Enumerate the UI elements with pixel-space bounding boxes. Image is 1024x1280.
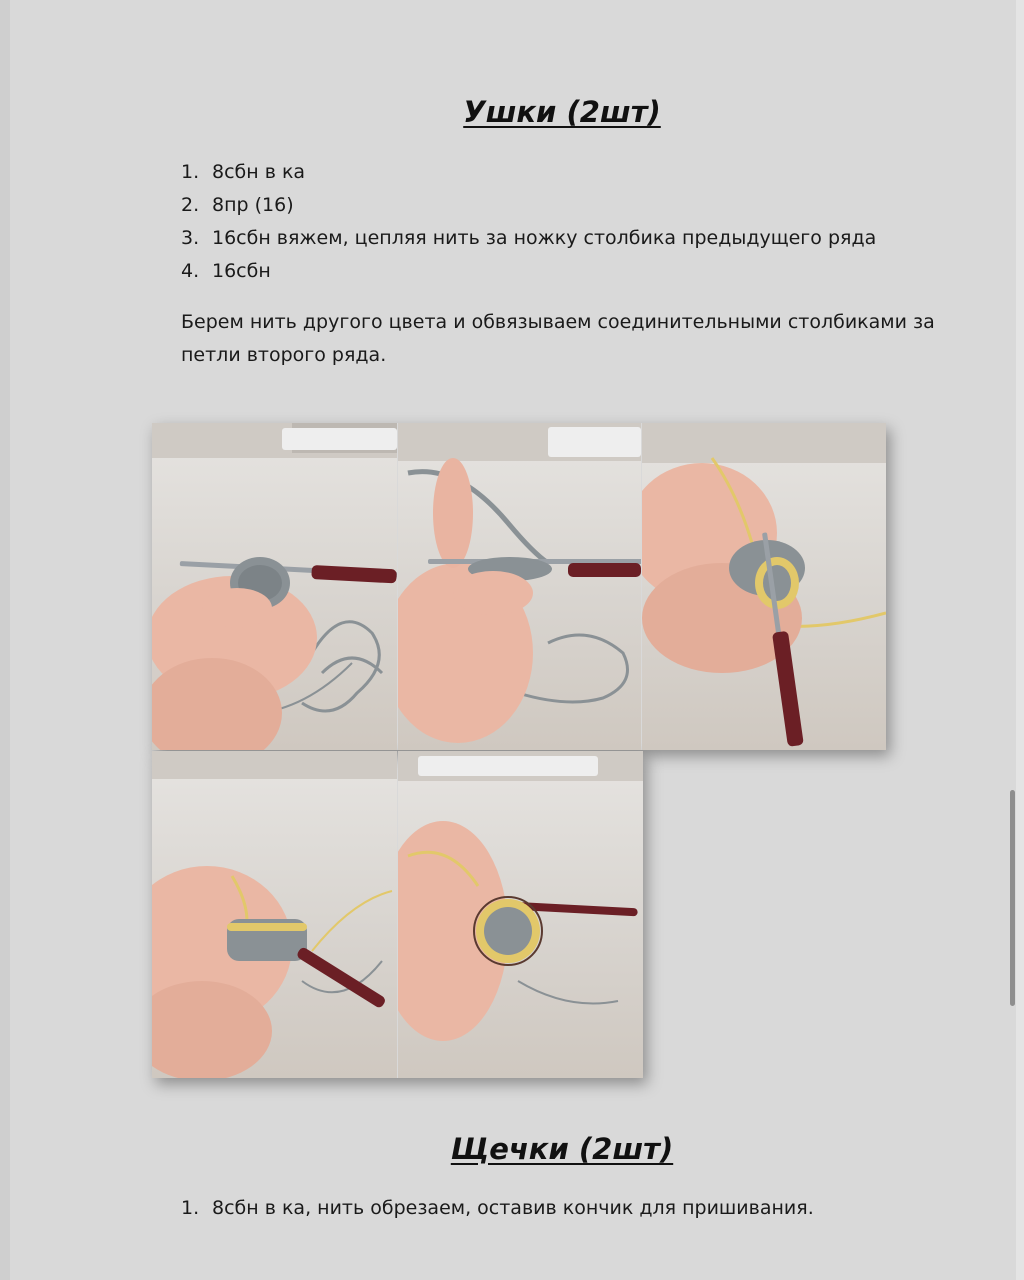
step-photo-1	[152, 423, 397, 750]
step-text: 8пр (16)	[212, 194, 294, 216]
step-text: 8сбн в ка, нить обрезаем, оставив кончик для пришивания.	[212, 1197, 814, 1219]
section-title-cheeks: Щечки (2шт)	[450, 1132, 674, 1166]
vertical-scrollbar[interactable]	[1010, 790, 1015, 1006]
step-photo-3	[642, 423, 886, 750]
step-number: 3.	[181, 227, 200, 249]
step-text: 16сбн вяжем, цепляя нить за ножку столбика предыдущего ряда	[212, 227, 877, 249]
list-item	[181, 255, 876, 288]
list-item	[181, 156, 876, 189]
right-page-edge	[1016, 0, 1024, 1280]
step-text: 16сбн	[212, 260, 271, 282]
ears-steps-list	[181, 156, 876, 288]
step-number: 4.	[181, 260, 200, 282]
ears-note: Берем нить другого цвета и обвязываем соединительными столбиками за петли второго ряда.	[181, 311, 935, 366]
list-item	[181, 189, 876, 222]
list-item	[181, 1192, 814, 1225]
step-number: 2.	[181, 194, 200, 216]
step-photo-2	[398, 423, 641, 750]
list-item	[181, 222, 876, 255]
step-photo-4	[152, 751, 397, 1078]
left-page-edge	[0, 0, 10, 1280]
step-photo-5	[398, 751, 643, 1078]
section-title-ears: Ушки (2шт)	[463, 95, 661, 129]
step-text: 8сбн в ка	[212, 161, 306, 183]
step-number: 1.	[181, 1197, 200, 1219]
cheeks-steps-list	[181, 1192, 814, 1225]
step-number: 1.	[181, 161, 200, 183]
